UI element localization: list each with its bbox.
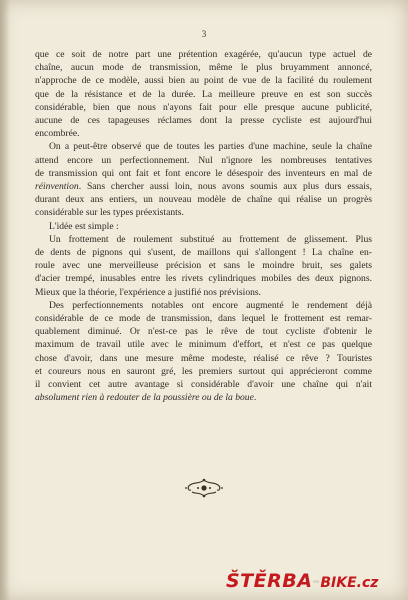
- fleuron-ornament-icon: [182, 476, 226, 500]
- italic-term: réinvention: [35, 181, 79, 193]
- watermark-logo: ŠTĚRBA-BIKE.cz: [226, 570, 379, 592]
- paragraph-1: que ce soit de notre part une prétention exagérée, qu'aucun type actuel de chaîne, aucun mode de transmission, même le plus bruyamment annoncé, n'approche de ce modèle, aussi bien au point de vue de la facilité du roulement que de la résistance et de la durée. La meilleure preuve en est son succès considérable, bien que nous n'ayons fait pour elle presque aucune publicité, aucune de ces tapageuses réclames dont la presse cycliste est aujourd'hui encombrée.: [35, 49, 372, 140]
- paragraph-2: On a peut-être observé que de toutes les parties d'une machine, seule la chaîne attend encore un perfectionnement. Nul n'ignore les nombreuses tentatives de transmission qui ont fait et font encore le désespoir des inventeurs en mal de réinvention. Sans chercher aussi loin, nous avons soumis aux plus durs essais, durant deux ans entiers, un nouveau modèle de chaîne qui réalise un progrès considérable sur les types préexistants.: [35, 141, 372, 219]
- body-text: [35, 48, 372, 404]
- page-number: 3: [201, 29, 207, 39]
- paragraph-3: L'idée est simple :: [49, 220, 119, 232]
- italic-phrase: absolument rien à redouter de la poussière ou de la boue: [35, 392, 254, 404]
- paragraph-5: Des perfectionnements notables ont encore augmenté le rendement déjà considérable de ce mode de transmission, dans lequel le frottement est remar- quablement diminué. Or n'est-ce pas le rêve de tout cycliste d'obtenir le maximum de travail utile avec le minimum d'effort, et n'est ce pas quelque chose d'avoir, dans une mesure même modeste, réalisé ce rêve ? Touristes et coureurs nous en sauront gré, les premiers surtout qui apprécieront comme il convient cet autre avantage si considérable d'avoir une chaîne qui n'ait absolument rien à redouter de la poussière ou de la boue.: [35, 299, 372, 404]
- paragraph-4: Un frottement de roulement substitué au frottement de glissement. Plus de dents de pignons qui s'usent, de maillons qui s'allongent ! La chaîne en- roule avec une merveilleuse précision et sans le moindre bruit, ses galets d'acier trempé, inusables entre les rivets cylindriques mobiles des deux pignons. Mieux que la théorie, l'expérience a justifié nos prévisions.: [35, 233, 372, 298]
